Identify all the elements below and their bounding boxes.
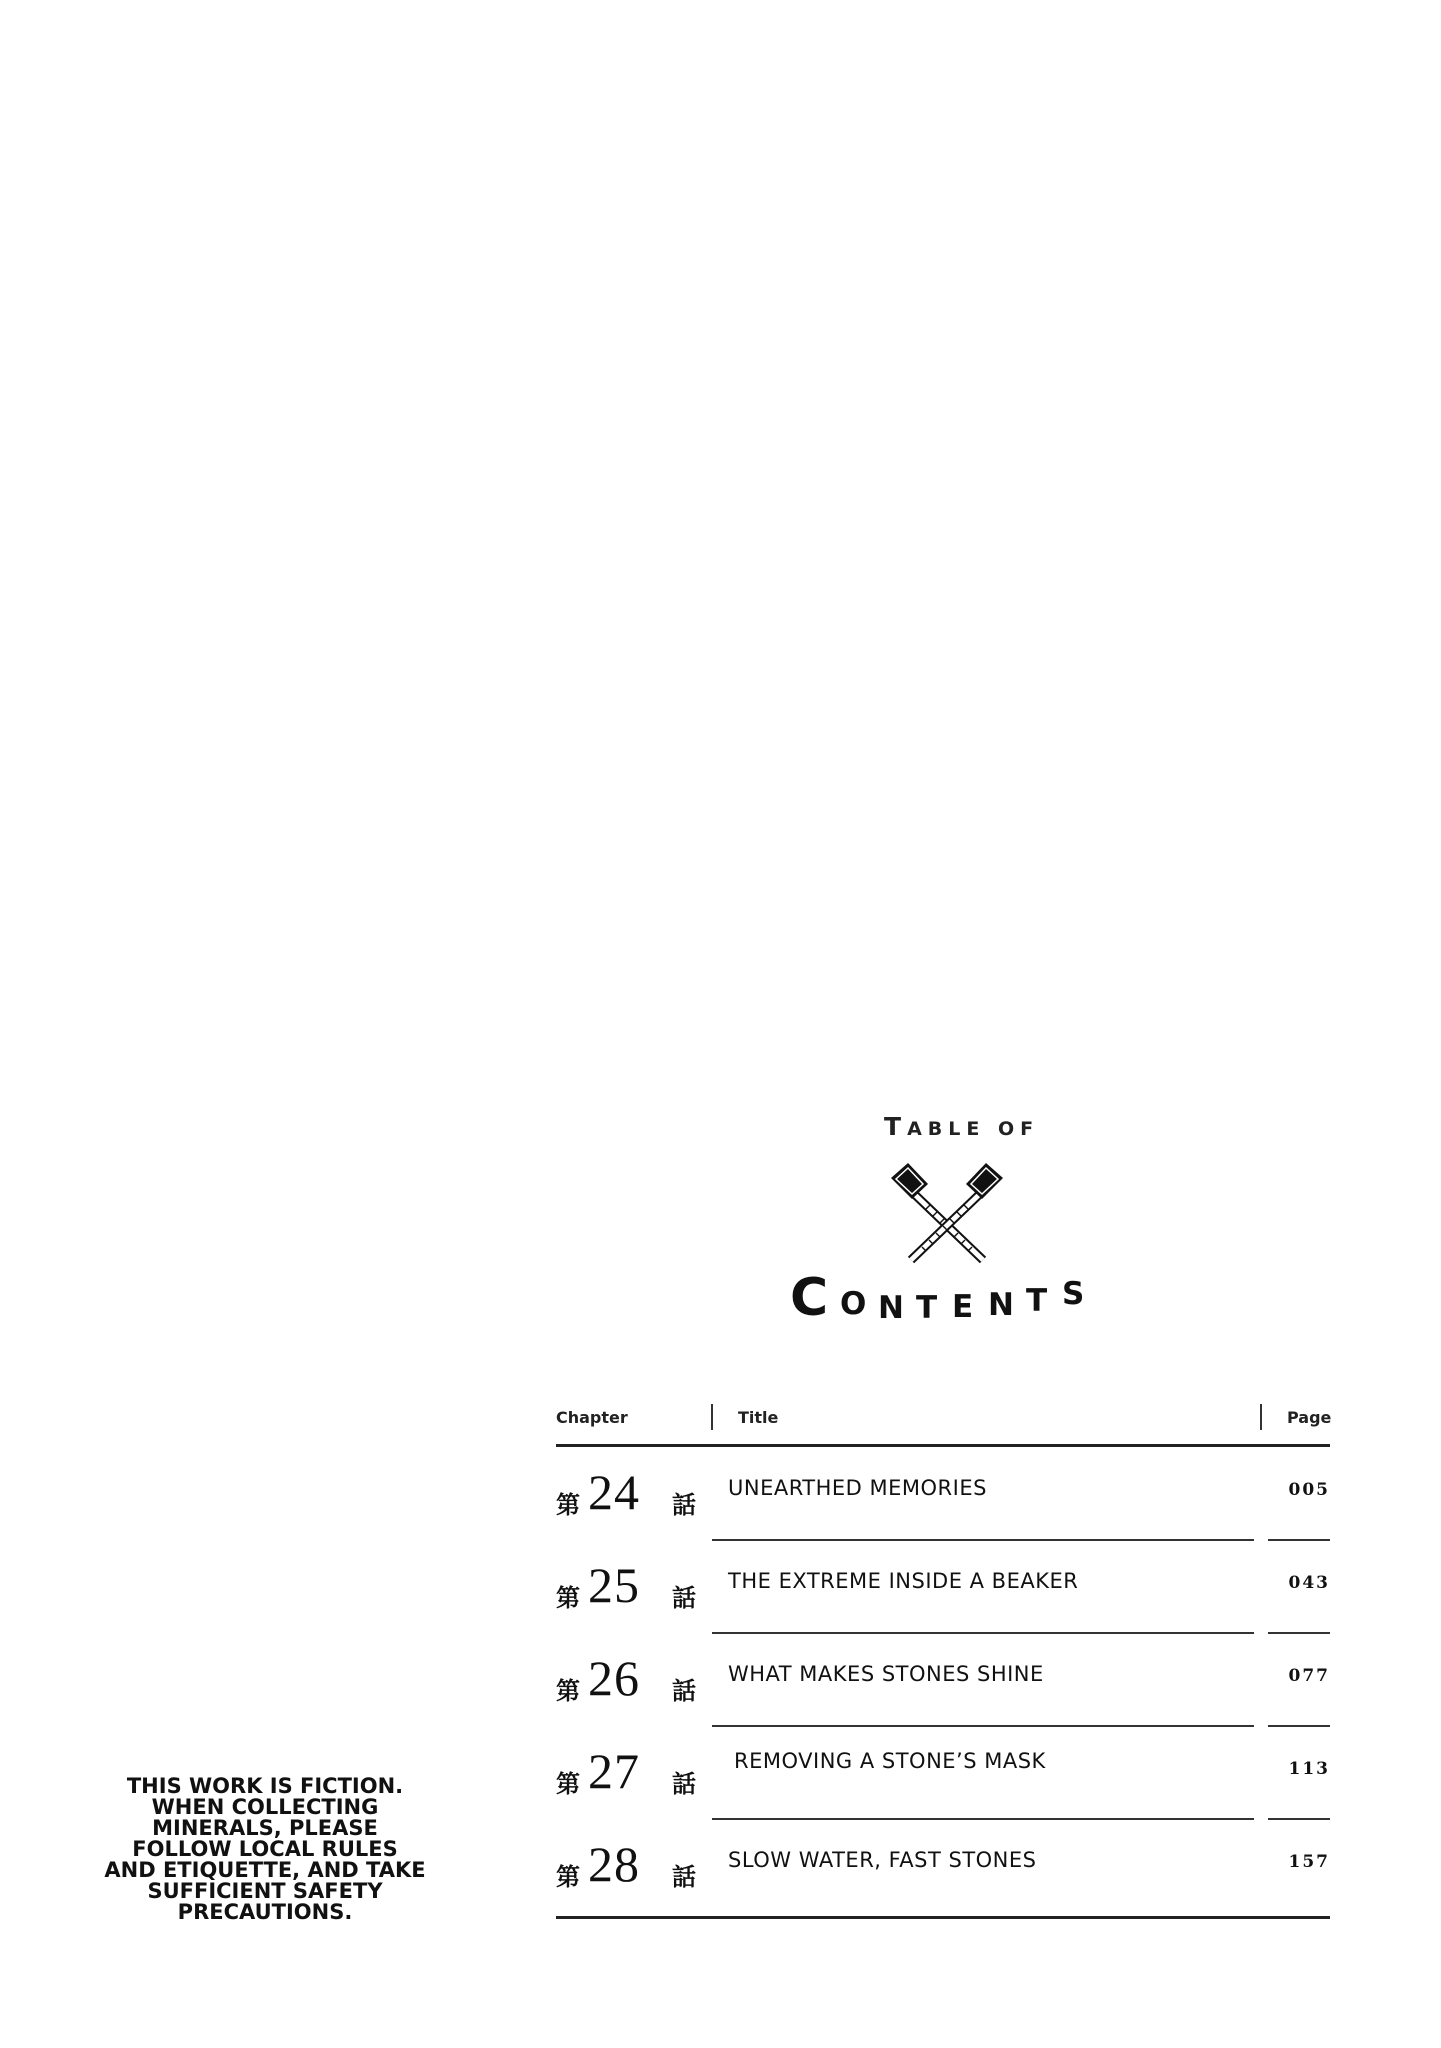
crossed-hammers-icon (888, 1160, 1006, 1268)
left-hammer (891, 1163, 983, 1260)
heading-top-rest: ABLE (907, 1118, 986, 1140)
chapter-prefix: 第 (556, 1676, 580, 1705)
chapter-suffix: 話 (672, 1490, 696, 1519)
heading-letter: E (952, 1289, 974, 1325)
chapter-number (556, 1743, 706, 1799)
chapter-prefix: 第 (556, 1490, 580, 1519)
header-page: Page (1287, 1408, 1332, 1427)
chapter-digits: 25 (588, 1557, 640, 1613)
chapter-number (556, 1557, 706, 1613)
chapter-page: 157 (1288, 1852, 1330, 1872)
chapter-suffix: 話 (672, 1583, 696, 1612)
chapter-number (556, 1650, 706, 1706)
disclaimer-line: PRECAUTIONS. (177, 1900, 353, 1924)
heading-letter: C (790, 1268, 829, 1328)
chapter-prefix: 第 (556, 1862, 580, 1891)
disclaimer-line: SUFFICIENT SAFETY (147, 1879, 383, 1903)
toc-entry-24 (556, 1448, 1330, 1541)
chapter-suffix: 話 (672, 1676, 696, 1705)
chapter-digits: 24 (588, 1464, 640, 1520)
header-separator (1260, 1404, 1262, 1430)
header-chapter: Chapter (556, 1408, 628, 1427)
disclaimer-line: AND ETIQUETTE, AND TAKE (104, 1858, 426, 1882)
toc-entry-28 (556, 1820, 1330, 1913)
chapter-digits: 28 (588, 1836, 640, 1892)
heading-letter: S (1062, 1276, 1085, 1312)
chapter-number (556, 1464, 706, 1520)
chapter-page: 043 (1288, 1573, 1330, 1593)
disclaimer-line: THIS WORK IS FICTION. (126, 1774, 404, 1798)
toc-entry-25 (556, 1541, 1330, 1634)
chapter-title: UNEARTHED MEMORIES (728, 1476, 987, 1500)
header-title: Title (738, 1408, 779, 1427)
heading-top-of: OF (997, 1118, 1040, 1140)
heading-letter: N (988, 1287, 1014, 1323)
chapter-suffix: 話 (672, 1862, 696, 1891)
heading-letter: T (1026, 1283, 1048, 1319)
chapter-page: 077 (1288, 1666, 1330, 1686)
heading-top-initial: T (884, 1112, 908, 1141)
disclaimer-text (100, 1776, 430, 1923)
right-hammer (911, 1163, 1003, 1260)
toc-table (556, 1398, 1330, 1918)
bottom-rule (556, 1916, 1330, 1919)
chapter-prefix: 第 (556, 1769, 580, 1798)
chapter-digits: 27 (588, 1743, 640, 1799)
heading-letter: O (840, 1286, 867, 1322)
chapter-page: 113 (1288, 1759, 1330, 1779)
chapter-prefix: 第 (556, 1583, 580, 1612)
header-separator (711, 1404, 713, 1430)
chapter-page: 005 (1288, 1480, 1330, 1500)
toc-entry-26 (556, 1634, 1330, 1727)
chapter-title: WHAT MAKES STONES SHINE (728, 1662, 1044, 1686)
toc-entry-27 (556, 1727, 1330, 1820)
chapter-title: THE EXTREME INSIDE A BEAKER (728, 1569, 1079, 1593)
heading-letter: N (878, 1290, 904, 1326)
chapter-digits: 26 (588, 1650, 640, 1706)
disclaimer-line: FOLLOW LOCAL RULES (132, 1837, 398, 1861)
disclaimer-line: WHEN COLLECTING (151, 1795, 379, 1819)
disclaimer-line: MINERALS, PLEASE (152, 1816, 378, 1840)
chapter-suffix: 話 (672, 1769, 696, 1798)
chapter-title: REMOVING A STONE’S MASK (734, 1749, 1046, 1773)
toc-header-row (556, 1398, 1330, 1438)
heading-letter: T (916, 1290, 938, 1326)
chapter-title: SLOW WATER, FAST STONES (728, 1848, 1037, 1872)
heading-table-of (884, 1112, 1039, 1141)
header-rule (556, 1444, 1330, 1447)
heading-contents (790, 1268, 1100, 1338)
chapter-number (556, 1836, 706, 1892)
